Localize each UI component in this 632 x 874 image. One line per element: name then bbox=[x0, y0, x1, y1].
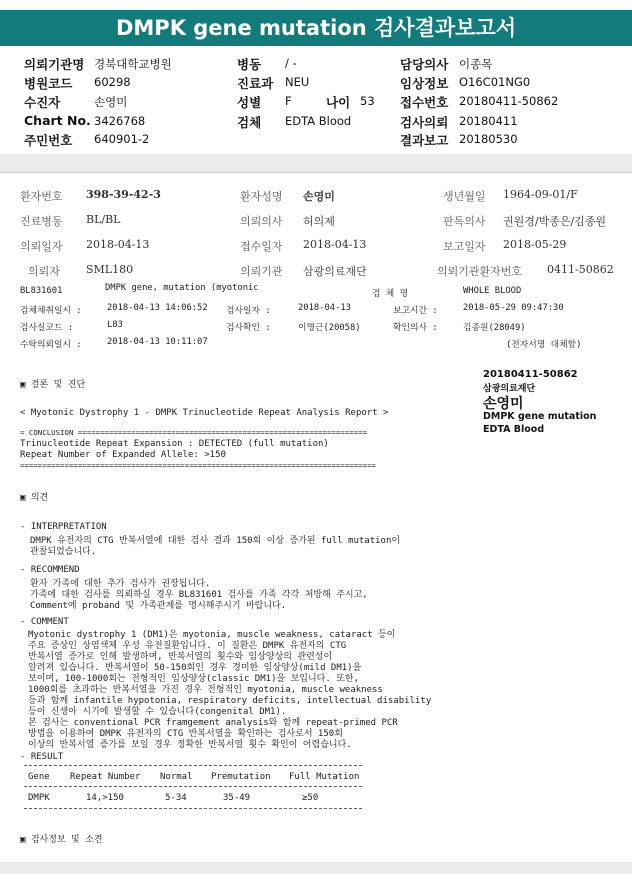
ward-label: 병동 bbox=[237, 57, 262, 72]
stamp-org: 삼광의료재단 bbox=[483, 384, 536, 394]
sex-label: 성별 bbox=[237, 95, 262, 110]
hospital-value: 경북대학교병원 bbox=[94, 57, 172, 71]
stamp-specimen: EDTA Blood bbox=[483, 424, 545, 435]
doctor-label: 담당의사 bbox=[400, 57, 449, 72]
request-date-label: 검사의뢰 bbox=[400, 115, 449, 130]
interpretation-heading: - INTERPRETATION bbox=[20, 522, 107, 532]
age-label: 나이 bbox=[326, 95, 351, 110]
patient-value: 손영미 bbox=[94, 95, 128, 109]
test-code: BL831601 bbox=[20, 286, 63, 296]
cell-full-mutation: ≥50 bbox=[302, 793, 319, 803]
room-code-label: 검사실코드 : bbox=[20, 323, 74, 333]
clinical-info-value: O16C01NG0 bbox=[459, 75, 531, 89]
result-top-rule bbox=[24, 765, 362, 766]
confirm-doctor-value: 김종원(28049) bbox=[463, 323, 526, 333]
request-date-value: 20180411 bbox=[459, 114, 518, 128]
cell-repeat-number: 14,>150 bbox=[86, 793, 124, 803]
clinical-info-label: 임상정보 bbox=[400, 76, 449, 91]
org-patient-no-label: 의뢰기관환자번호 bbox=[437, 265, 523, 278]
recommend-line-1: 환자 가족에 대한 추가 검사가 권장됩니다. bbox=[30, 579, 211, 589]
hospital-code-label: 병원코드 bbox=[24, 76, 73, 91]
col-repeat-number: Repeat Number bbox=[70, 772, 141, 782]
report-heading: < Myotonic Dystrophy 1 - DMPK Trinucleotide Repeat Analysis Report > bbox=[20, 408, 389, 418]
report-date-label: 보고일자 bbox=[443, 240, 486, 253]
receipt-date-value: 2018-04-13 bbox=[303, 238, 367, 251]
comment-line: 1000회를 초과하는 반복서열을 가진 경우 전형적인 myotonia, muscle weakness bbox=[28, 685, 383, 695]
ward-info-label: 진료병동 bbox=[20, 215, 63, 228]
requesting-doctor-value: 허의제 bbox=[303, 215, 335, 228]
ward-info-value: BL/BL bbox=[86, 213, 121, 226]
col-normal: Normal bbox=[160, 772, 193, 782]
cell-normal: 5-34 bbox=[165, 793, 187, 803]
patient-label: 수진자 bbox=[24, 95, 61, 110]
receive-value: 2018-04-13 10:11:07 bbox=[107, 337, 208, 347]
comment-line: 본 검사는 conventional PCR framgement analysis와 함께 repeat-primed PCR bbox=[28, 718, 398, 728]
recommend-line-3: Comment에 proband 및 가족관계를 명시해주시기 바랍니다. bbox=[30, 601, 287, 611]
cell-premutation: 35-49 bbox=[223, 793, 251, 803]
specimen-name-value: WHOLE BLOOD bbox=[463, 286, 522, 296]
receipt-no-value: 20180411-50862 bbox=[459, 94, 559, 108]
reading-doctor-label: 판독의사 bbox=[443, 215, 486, 228]
comment-line: Myotonic dystrophy 1 (DM1)은 myotonia, muscle weakness, cataract 등이 bbox=[28, 630, 396, 640]
col-full-mutation: Full Mutation bbox=[289, 772, 360, 782]
receipt-no-label: 접수번호 bbox=[400, 95, 449, 110]
opinion-title: ▣ 의견 bbox=[20, 493, 49, 503]
requester-label: 의뢰자 bbox=[28, 265, 60, 278]
conclusion-line-1: Trinucleotide Repeat Expansion : DETECTED (full mutation) bbox=[20, 439, 329, 449]
exam-date-label: 검사일자 : bbox=[226, 306, 271, 316]
comment-line: 이상의 반복서열 증가를 보일 경우 정확한 반복서열 횟수 확인이 어렵습니다. bbox=[28, 740, 352, 750]
comment-line: 보이며, 100-1000회는 전형적인 임상양상(classic DM1)을 보입니다. 또한, bbox=[28, 674, 360, 684]
stamp-name: 손영미 bbox=[483, 396, 524, 412]
interpretation-line-1: DMPK 유전자의 CTG 반복서열에 대한 검사 결과 150회 이상 증가된 full mutation이 bbox=[30, 536, 401, 546]
stamp-test: DMPK gene mutation bbox=[483, 411, 597, 422]
department-label: 진료과 bbox=[237, 76, 274, 91]
comment-line: 방법을 이용하여 DMPK 유전자의 CTG 반복서열을 확인하는 검사로서 150회 bbox=[28, 729, 343, 739]
chart-no-value: 3426768 bbox=[94, 114, 146, 128]
reading-doctor-value: 권원경/박종은/김종원 bbox=[503, 215, 607, 228]
comment-line: 주요 증상인 상염색체 우성 유전질환입니다. 이 질환은 DMPK 유전자의 CTG bbox=[28, 641, 347, 651]
conclusion-line-2: Repeat Number of Expanded Allele: >150 bbox=[20, 450, 226, 460]
col-premutation: Premutation bbox=[211, 772, 271, 782]
signature-note: (전자서명 대체함) bbox=[506, 340, 582, 350]
interpretation-line-2: 관찰되었습니다. bbox=[30, 547, 97, 557]
comment-line: 등이 신생아 시기에 발생할 수 있습니다(congenital DM1). bbox=[28, 707, 287, 717]
result-mid-rule bbox=[24, 786, 362, 787]
receive-label: 수탁의뢰일시 : bbox=[20, 340, 82, 350]
chart-no-label: Chart No. bbox=[24, 113, 91, 128]
comment-heading: - COMMENT bbox=[20, 617, 69, 627]
receipt-date-label: 접수일자 bbox=[240, 240, 283, 253]
doctor-value: 이종목 bbox=[459, 57, 493, 71]
hospital-label: 의뢰기관명 bbox=[24, 57, 85, 72]
patient-no-label: 환자번호 bbox=[20, 190, 63, 203]
hospital-code-value: 60298 bbox=[94, 75, 131, 89]
header-divider-line bbox=[0, 172, 632, 173]
exam-info-title: ▣ 검사정보 및 소견 bbox=[20, 835, 103, 845]
result-bottom-rule bbox=[24, 808, 362, 809]
recommend-line-2: 가족에 대한 검사를 의뢰하실 경우 BL831601 검사를 가족 각각 처방해 주시고, bbox=[30, 590, 368, 600]
comment-line: 반복서열 증가로 인해 발생하며, 반복서열의 횟수와 임상양상의 관련성이 bbox=[28, 652, 333, 662]
footer-band bbox=[0, 862, 632, 874]
collect-label: 검체채취일시 : bbox=[20, 306, 82, 316]
age-value: 53 bbox=[360, 94, 375, 108]
conclusion-footer: ================================================================================ bbox=[20, 461, 376, 470]
resident-no-label: 주민번호 bbox=[24, 133, 73, 148]
specimen-value: EDTA Blood bbox=[285, 114, 352, 128]
col-gene: Gene bbox=[28, 772, 50, 782]
report-title: DMPK gene mutation 검사결과보고서 bbox=[0, 10, 632, 46]
request-date-info-label: 의뢰일자 bbox=[20, 240, 63, 253]
room-code-value: L83 bbox=[107, 320, 123, 330]
comment-line: 등과 함께 infantile hypotonia, respiratory deficits, intellectual disability bbox=[28, 696, 432, 706]
patient-no-value: 398-39-42-3 bbox=[86, 188, 161, 201]
collect-value: 2018-04-13 14:06:52 bbox=[107, 303, 208, 313]
requesting-org-label: 의뢰기관 bbox=[240, 265, 283, 278]
requesting-doctor-label: 의뢰의사 bbox=[240, 215, 283, 228]
cell-gene: DMPK bbox=[28, 793, 50, 803]
header-divider bbox=[0, 154, 632, 172]
result-report-value: 20180530 bbox=[459, 132, 518, 146]
confirm-value: 이명근(20058) bbox=[298, 323, 361, 333]
specimen-label: 검체 bbox=[237, 115, 262, 130]
org-patient-no-value: 0411-50862 bbox=[547, 263, 614, 276]
patient-name-value: 손영미 bbox=[303, 190, 335, 203]
birthdate-label: 생년월일 bbox=[443, 190, 486, 203]
result-report-label: 결과보고 bbox=[400, 133, 449, 148]
confirm-doctor-label: 확인의사 : bbox=[393, 323, 438, 333]
result-section-title: ▣ 결론 및 진단 bbox=[20, 380, 86, 390]
sex-value: F bbox=[285, 94, 292, 108]
report-time-label: 보고시간 : bbox=[393, 306, 438, 316]
result-heading: - RESULT bbox=[20, 752, 64, 762]
recommend-heading: - RECOMMEND bbox=[20, 565, 80, 575]
comment-line: 알려져 있습니다. 반복서열이 50-150회인 경우 경미한 임상양상(mild DM1)을 bbox=[28, 663, 362, 673]
department-value: NEU bbox=[285, 75, 310, 89]
test-name: DMPK gene, mutation (myotonic bbox=[105, 283, 259, 293]
report-date-value: 2018-05-29 bbox=[503, 238, 567, 251]
birthdate-value: 1964-09-01/F bbox=[503, 188, 578, 201]
specimen-name-label: 검 체 명 bbox=[372, 289, 409, 299]
confirm-label: 검사확인 : bbox=[226, 323, 271, 333]
report-time-value: 2018-05-29 09:47:30 bbox=[463, 303, 564, 313]
ward-value: / - bbox=[285, 56, 297, 70]
request-date-info-value: 2018-04-13 bbox=[86, 238, 150, 251]
patient-name-label: 환자성명 bbox=[240, 190, 283, 203]
requesting-org-value: 삼광의료재단 bbox=[303, 265, 367, 278]
resident-no-value: 640901-2 bbox=[94, 132, 150, 146]
conclusion-header: = CONCLUSION ================================================================= bbox=[20, 428, 368, 437]
exam-date-value: 2018-04-13 bbox=[298, 303, 351, 313]
requester-value: SML180 bbox=[86, 263, 134, 276]
stamp-receipt-no: 20180411-50862 bbox=[483, 369, 578, 380]
